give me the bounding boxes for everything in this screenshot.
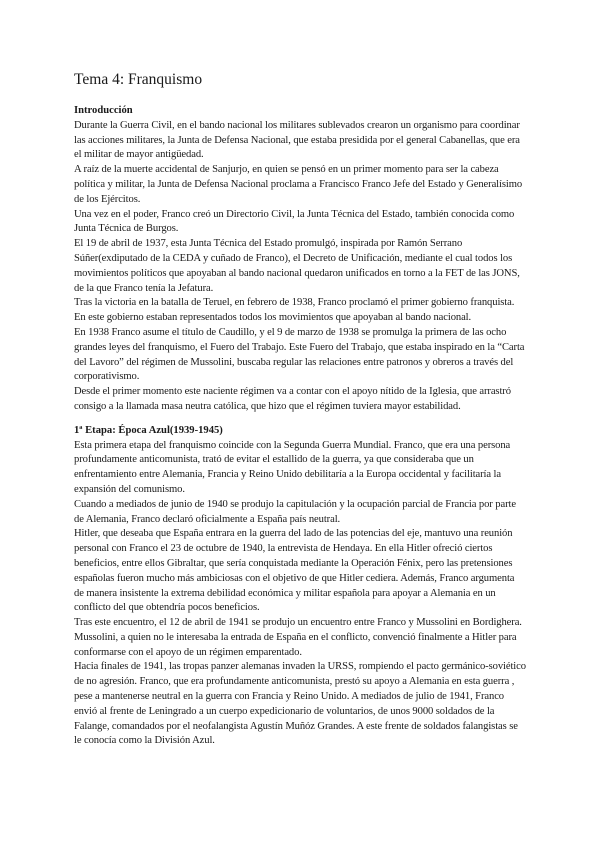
paragraph: Esta primera etapa del franquismo coincide con la Segunda Guerra Mundial. Franco, que era una persona profundamente anticomunista, trató de evitar el estallido de la guerra, ya que consideraba que un enfrentamiento entre Alemania, Francia y Reino Unido debilitaría a la Europa occidental y facilitaría la expansión del comunismo. — [74, 439, 511, 495]
paragraph: El 19 de abril de 1937, esta Junta Técnica del Estado promulgó, inspirada por Ramón Serrano Súñer(exdiputado de la CEDA y cuñado de Franco), el Decreto de Unificación, mediante el cual todos los movimientos políticos que apoyaban al bando nacional quedaron unificados en torno a la FET de las JONS, de la que Franco tenía la Jefatura. — [74, 238, 520, 294]
paragraph: Una vez en el poder, Franco creó un Directorio Civil, la Junta Técnica del Estado, también conocida como Junta Técnica de Burgos. — [74, 208, 515, 235]
paragraph: En 1938 Franco asume el título de Caudillo, y el 9 de marzo de 1938 se promulga la primera de las ocho grandes leyes del franquismo, el Fuero del Trabajo. Este Fuero del Trabajo, que estaba inspirado en la “Carta del Lavoro” del régimen de Mussolini, buscaba regular las relaciones entre patronos y obreros a través del corporativismo. — [74, 326, 525, 383]
paragraph: Cuando a mediados de junio de 1940 se produjo la capitulación y la ocupación parcial de Francia por parte de Alemania, Franco declaró oficialmente a España país neutral. — [74, 498, 516, 525]
section-heading: Introducción — [74, 105, 133, 116]
paragraph: Hacia finales de 1941, las tropas panzer alemanas invaden la URSS, rompiendo el pacto germánico-soviético de no agresión. Franco, que era profundamente anticomunista, prestó su apoyo a Alemania en esta guerra , pese a mantenerse neutral en la guerra con Francia y Reino Unido. A mediados de julio de 1941, Franco envió al frente de Leningrado a un cuerpo expedicionario de voluntarios, de unos 9000 soldados de la Falange, comandados por el neofalangista Agustín Muñóz Grandes. A este frente de soldados falangistas se le conocía como la División Azul. — [74, 661, 526, 747]
section-introduccion — [74, 104, 526, 415]
paragraph: Desde el primer momento este naciente régimen va a contar con el apoyo nítido de la Iglesia, que arrastró consigo a la llamada masa neutra católica, que hizo que el régimen tuviera mayor estabilidad. — [74, 386, 511, 412]
paragraph: Hitler, que deseaba que España entrara en la guerra del lado de las potencias del eje, mantuvo una reunión personal con Franco el 23 de octubre de 1940, la entrevista de Hendaya. En ella Hitler ofreció ciertos beneficios, entre ellos Gibraltar, que sería conquistada mediante la Operación Fénix, pero las pretensiones españolas fueron mucho más ambiciosas con el objetivo de que Hitler cediera. Además, Franco argumenta de manera insistente la extrema debilidad económica y militar española para apoyar a Alemania en un conflicto del que obtendría pocos beneficios. — [74, 528, 515, 614]
section-heading: 1ª Etapa: Época Azul(1939-1945) — [74, 424, 223, 436]
paragraph: Durante la Guerra Civil, en el bando nacional los militares sublevados crearon un organismo para coordinar las acciones militares, la Junta de Defensa Nacional, que estaba presidida por el general Cabanellas, que era el militar de mayor antigüedad. — [74, 119, 520, 161]
document-title: Tema 4: Franquismo — [74, 71, 203, 88]
section-epoca-azul — [74, 424, 526, 750]
paragraph: A raíz de la muerte accidental de Sanjurjo, en quien se pensó en un primer momento para ser la cabeza política y militar, la Junta de Defensa Nacional proclama a Francisco Franco Jefe del Estado y Generalísimo de los Ejércitos. — [74, 164, 523, 205]
paragraph: Tras este encuentro, el 12 de abril de 1941 se produjo un encuentro entre Franco y Mussolini en Bordighera. Mussolini, a quien no le interesaba la entrada de España en el conflicto, convenció finalmente a Hitler para conformarse con el apoyo de un régimen emparentado. — [74, 617, 522, 658]
paragraph: Tras la victoria en la batalla de Teruel, en febrero de 1938, Franco proclamó el primer gobierno franquista. En este gobierno estaban representados todos los movimientos que apoyaban al bando nacional. — [74, 297, 515, 324]
